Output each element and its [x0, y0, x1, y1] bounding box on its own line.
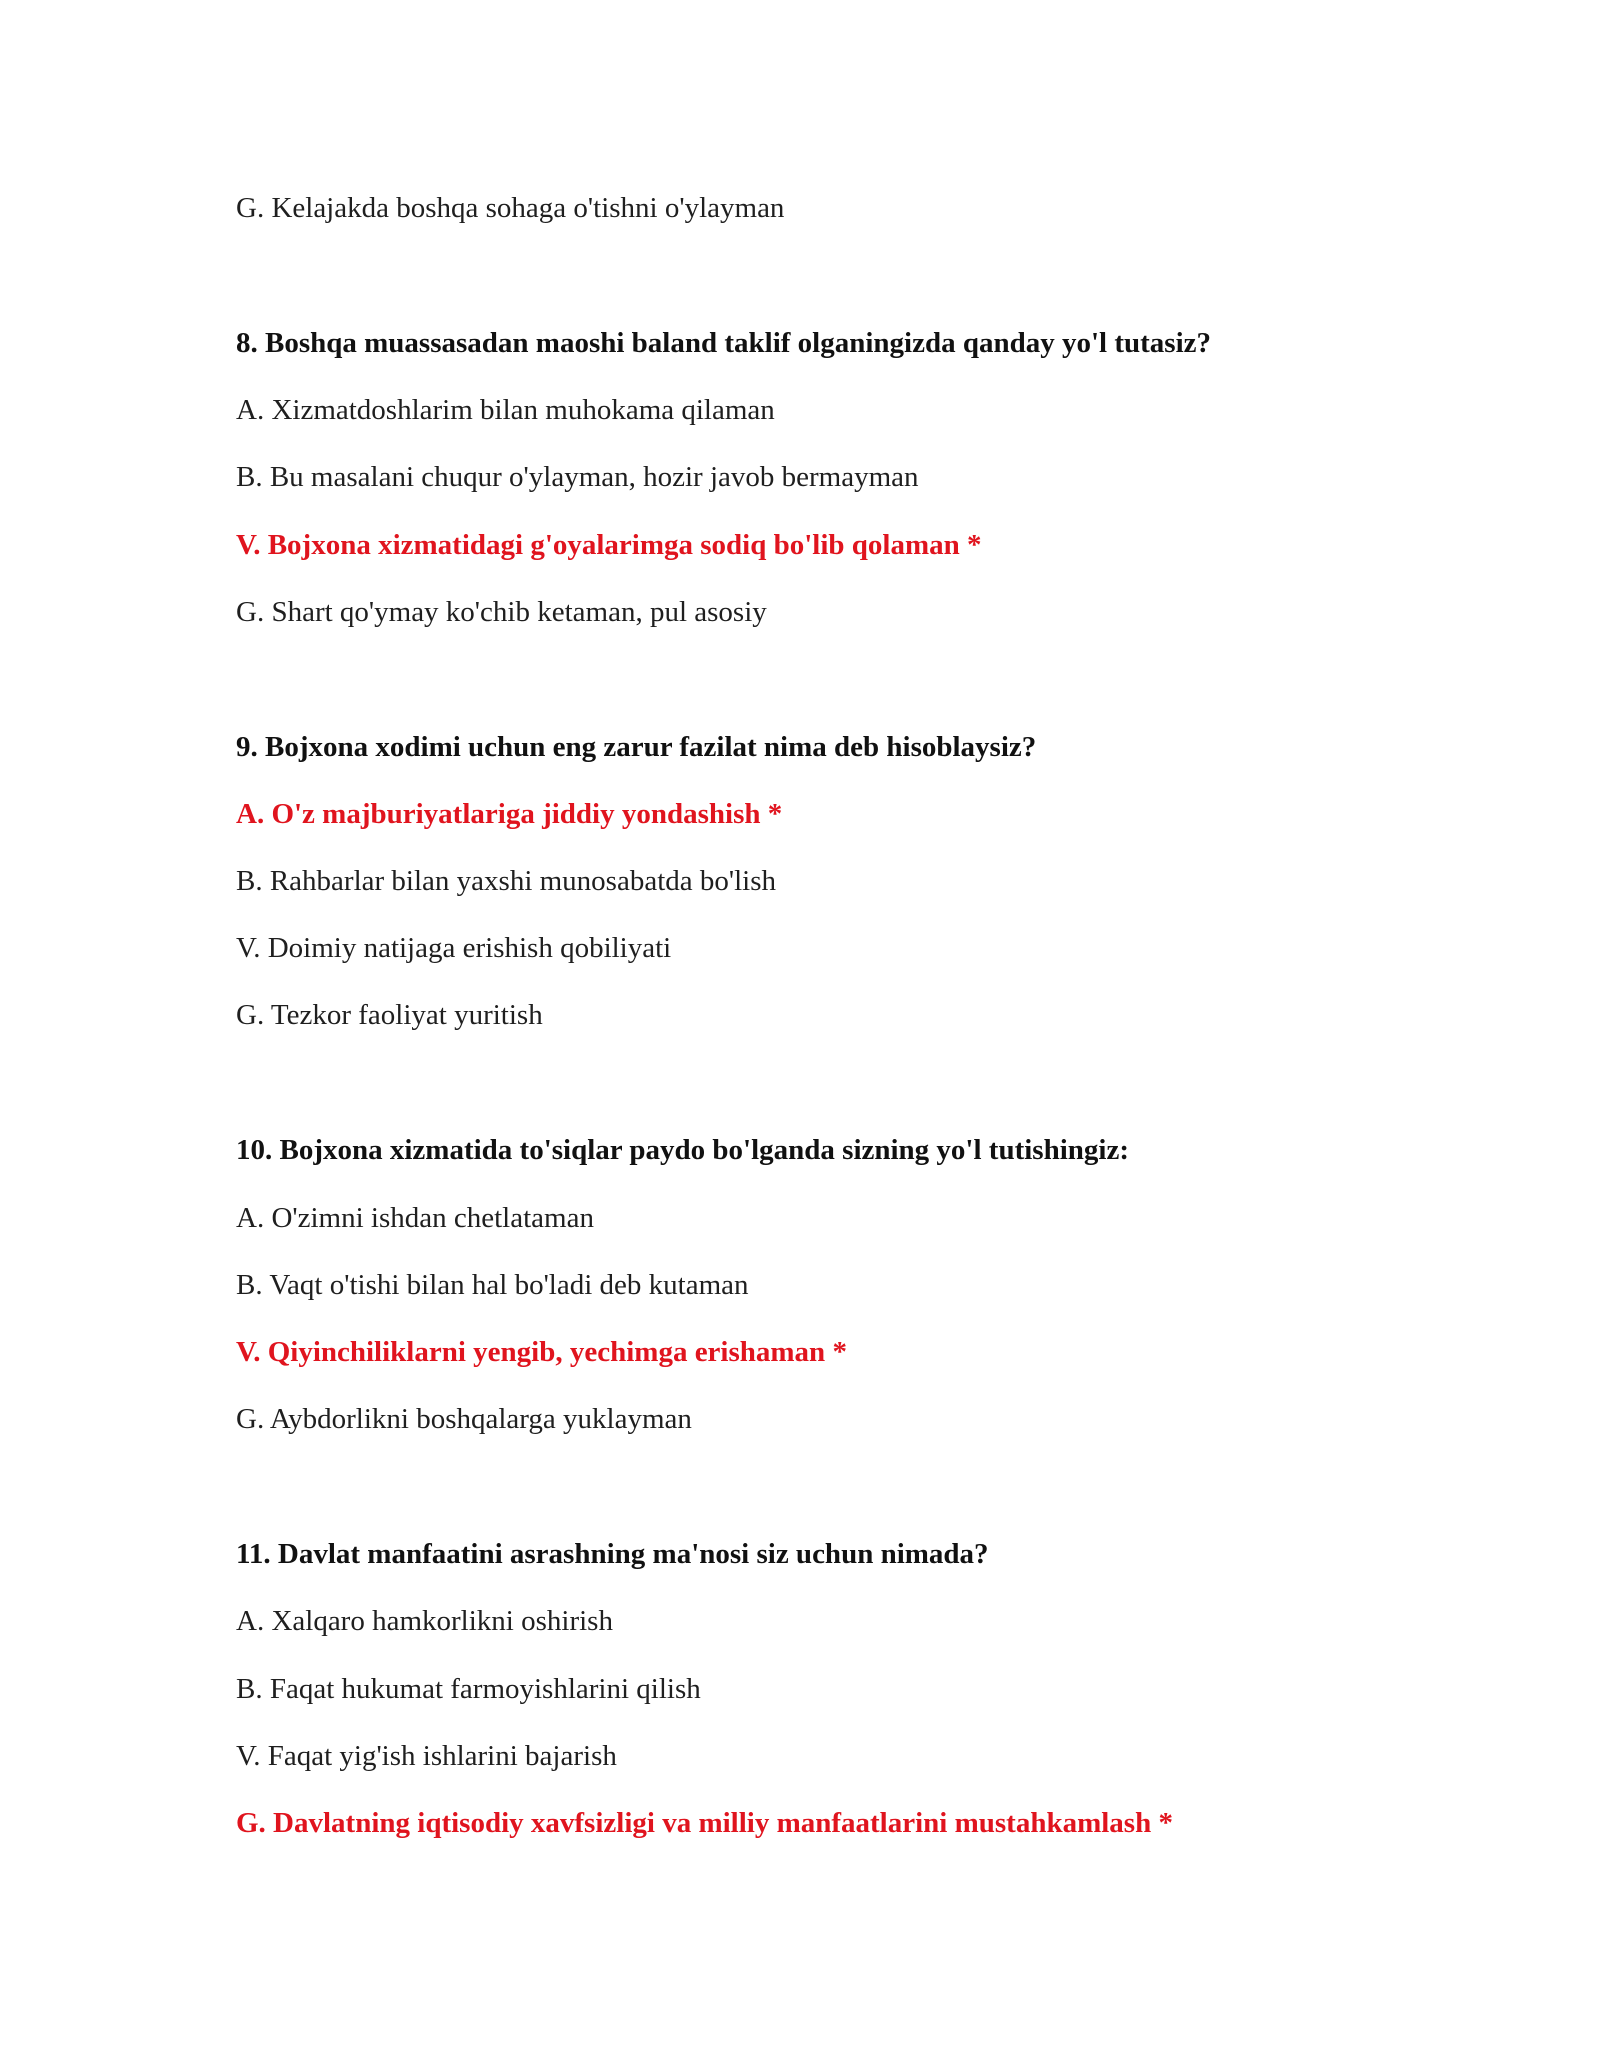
answer-option: A. Xizmatdoshlarim bilan muhokama qilaman [236, 394, 775, 426]
question-text: 9. Bojxona xodimi uchun eng zarur fazilat nima deb hisoblaysiz? [236, 731, 1037, 763]
answer-option: G. Shart qo'ymay ko'chib ketaman, pul asosiy [236, 596, 767, 628]
answer-option: B. Bu masalani chuqur o'ylayman, hozir javob bermayman [236, 461, 919, 493]
answer-option: A. Xalqaro hamkorlikni oshirish [236, 1605, 613, 1637]
answer-option: G. Tezkor faoliyat yuritish [236, 999, 543, 1031]
correct-answer-option: A. O'z majburiyatlariga jiddiy yondashish * [236, 798, 783, 830]
question-text: 11. Davlat manfaatini asrashning ma'nosi siz uchun nimada? [236, 1538, 989, 1570]
question-text: 8. Boshqa muassasadan maoshi baland taklif olganingizda qanday yo'l tutasiz? [236, 327, 1211, 359]
answer-option: B. Rahbarlar bilan yaxshi munosabatda bo'lish [236, 865, 777, 897]
answer-option: V. Doimiy natijaga erishish qobiliyati [236, 932, 672, 964]
answer-option: G. Kelajakda boshqa sohaga o'tishni o'ylayman [236, 192, 785, 224]
answer-option: B. Faqat hukumat farmoyishlarini qilish [236, 1673, 701, 1705]
correct-answer-option: V. Bojxona xizmatidagi g'oyalarimga sodiq bo'lib qolaman * [236, 529, 982, 561]
question-text: 10. Bojxona xizmatida to'siqlar paydo bo'lganda sizning yo'l tutishingiz: [236, 1134, 1129, 1166]
answer-option: A. O'zimni ishdan chetlataman [236, 1202, 594, 1234]
correct-answer-option: V. Qiyinchiliklarni yengib, yechimga erishaman * [236, 1336, 847, 1368]
correct-answer-option: G. Davlatning iqtisodiy xavfsizligi va milliy manfaatlarini mustahkamlash * [236, 1807, 1173, 1839]
answer-option: V. Faqat yig'ish ishlarini bajarish [236, 1740, 617, 1772]
answer-option: G. Aybdorlikni boshqalarga yuklayman [236, 1403, 692, 1435]
answer-option: B. Vaqt o'tishi bilan hal bo'ladi deb kutaman [236, 1269, 749, 1301]
